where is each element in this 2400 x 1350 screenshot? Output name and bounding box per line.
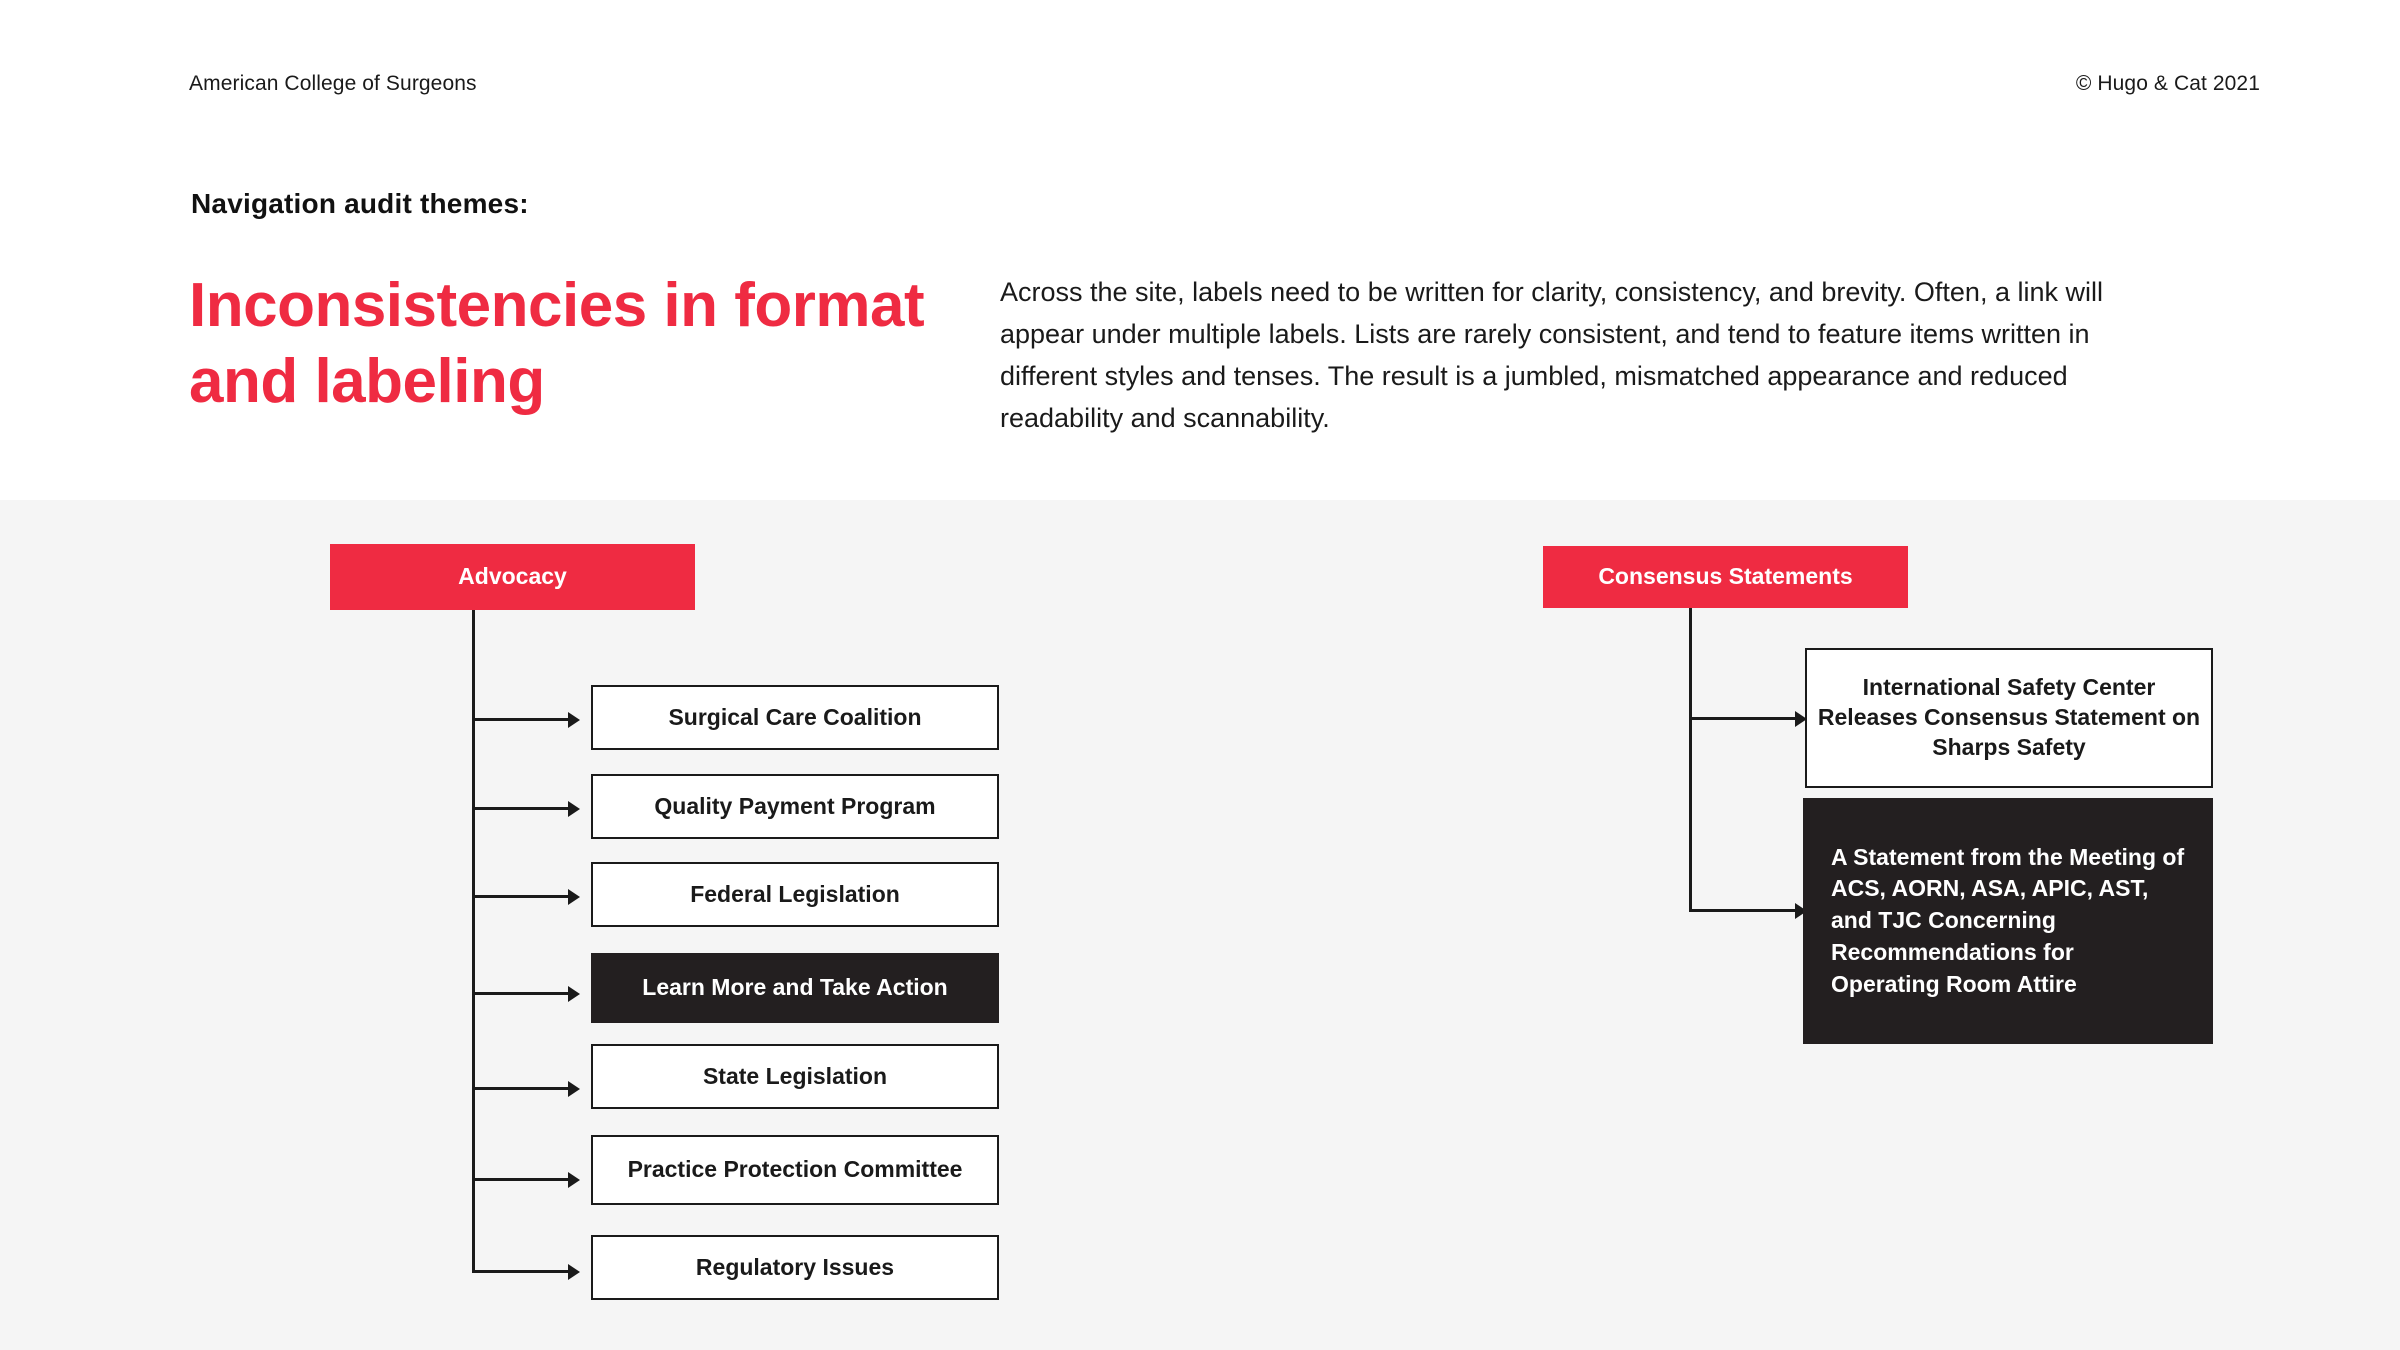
tree-node-c0[interactable]: International Safety Center Releases Consensus Statement on Sharps Safety: [1805, 648, 2213, 788]
connector-branch: [472, 718, 572, 721]
page-title: Inconsistencies in format and labeling: [189, 271, 925, 416]
tree-node-a1[interactable]: Quality Payment Program: [591, 774, 999, 839]
connector-branch: [472, 807, 572, 810]
connector-arrow: [568, 801, 580, 817]
connector-trunk-advocacy: [472, 610, 475, 1272]
connector-arrow: [568, 986, 580, 1002]
connector-arrow: [568, 1264, 580, 1280]
connector-branch: [472, 1270, 572, 1273]
connector-branch: [472, 992, 572, 995]
intro-paragraph: Across the site, labels need to be written for clarity, consistency, and brevity. Often, a link will appear under multiple labels. Lists are rarely consistent, and tend to feature items written in different styles and tenses. The result is a jumbled, mismatched appearance and reduced readability and scannability.: [1000, 277, 2103, 433]
tree-node-a5[interactable]: Practice Protection Committee: [591, 1135, 999, 1205]
connector-branch: [1689, 909, 1799, 912]
connector-branch: [472, 1087, 572, 1090]
connector-arrow: [568, 1081, 580, 1097]
tree-root-consensus-statements[interactable]: Consensus Statements: [1543, 546, 1908, 608]
slide-header: [0, 0, 2400, 500]
connector-arrow: [568, 712, 580, 728]
connector-arrow: [568, 889, 580, 905]
connector-trunk-consensus: [1689, 608, 1692, 912]
tree-root-advocacy[interactable]: Advocacy: [330, 544, 695, 610]
copyright-notice: © Hugo & Cat 2021: [2075, 72, 2260, 95]
connector-branch: [1689, 717, 1799, 720]
tree-node-a3[interactable]: Learn More and Take Action: [591, 953, 999, 1023]
diagram-panel: [0, 500, 2400, 1350]
tree-node-a2[interactable]: Federal Legislation: [591, 862, 999, 927]
section-eyebrow: Navigation audit themes:: [191, 188, 529, 219]
client-name: American College of Surgeons: [189, 72, 477, 95]
tree-node-a0[interactable]: Surgical Care Coalition: [591, 685, 999, 750]
tree-node-a6[interactable]: Regulatory Issues: [591, 1235, 999, 1300]
tree-node-a4[interactable]: State Legislation: [591, 1044, 999, 1109]
tree-node-c1[interactable]: A Statement from the Meeting of ACS, AORN, ASA, APIC, AST, and TJC Concerning Recommendations for Operating Room Attire: [1803, 798, 2213, 1044]
connector-branch: [472, 895, 572, 898]
connector-arrow: [568, 1172, 580, 1188]
connector-branch: [472, 1178, 572, 1181]
